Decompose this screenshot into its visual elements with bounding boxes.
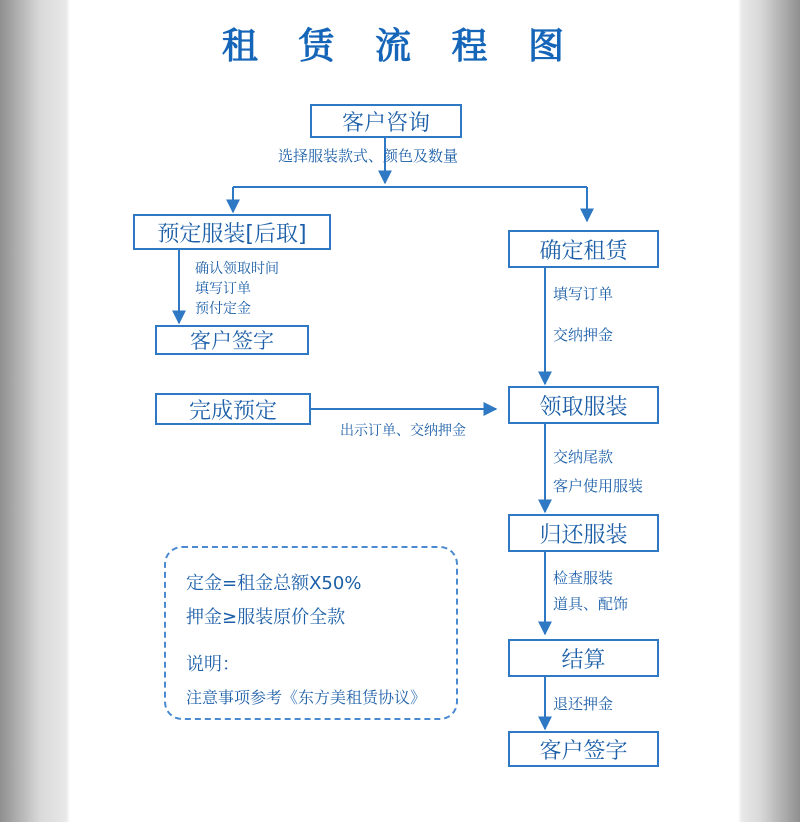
- note-heading: 说明：: [186, 654, 240, 675]
- label-reserve-step-1: 确认领取时间: [195, 261, 279, 277]
- label-pickup-step-1: 交纳尾款: [553, 448, 614, 466]
- note-reference: 注意事项参考《东方美租赁协议》: [186, 688, 427, 707]
- label-confirm-step-1: 填写订单: [553, 285, 614, 303]
- node-sign-left: 客户签字: [155, 325, 309, 355]
- page-title: 租 赁 流 程 图: [221, 26, 579, 67]
- label-return-step-2: 道具、配饰: [553, 595, 629, 613]
- node-pickup: 领取服装: [508, 386, 659, 424]
- node-settle: 结算: [508, 639, 659, 677]
- node-reserve: 预定服装[后取]: [133, 214, 331, 250]
- node-return: 归还服装: [508, 514, 659, 552]
- label-reserve-step-3: 预付定金: [195, 301, 251, 317]
- label-settle-step-1: 退还押金: [553, 695, 614, 713]
- label-complete-to-pickup: 出示订单、交纳押金: [340, 423, 466, 439]
- label-return-step-1: 检查服装: [553, 569, 614, 587]
- node-complete-reserve: 完成预定: [155, 393, 311, 425]
- label-pickup-step-2: 客户使用服装: [553, 477, 644, 495]
- note-security-rule: 押金≥服装原价全款: [186, 607, 346, 628]
- node-confirm-rent: 确定租赁: [508, 230, 659, 268]
- node-sign-final: 客户签字: [508, 731, 659, 767]
- note-deposit-rule: 定金=租金总额X50%: [186, 573, 362, 594]
- label-confirm-step-2: 交纳押金: [553, 326, 614, 344]
- node-consult: 客户咨询: [310, 104, 462, 138]
- label-reserve-step-2: 填写订单: [195, 281, 251, 297]
- label-consult-choose: 选择服装款式、颜色及数量: [278, 147, 459, 165]
